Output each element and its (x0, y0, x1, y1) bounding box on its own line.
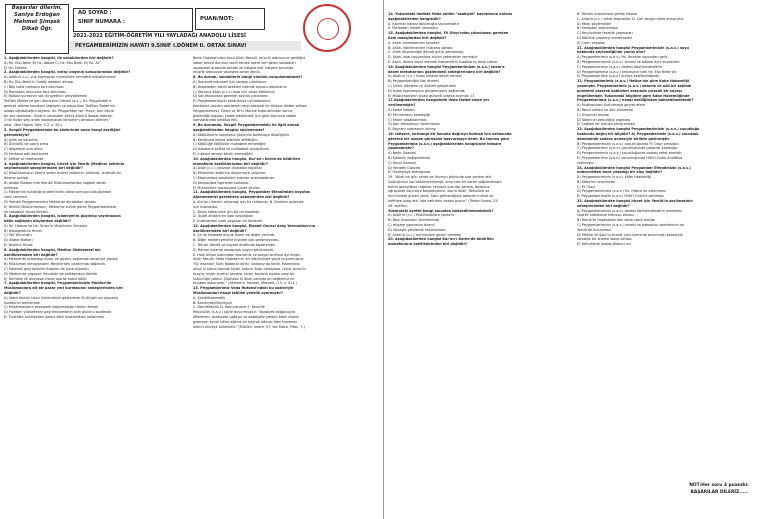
question-line: C. Bizim haberinize için bir rol modeldir. (193, 209, 261, 214)
question-line: A) Azim ve kararlılık (4, 137, 38, 142)
question-line: sebeplerinden biri değildir? (577, 203, 630, 208)
question-line: C. Allah düşmanlığa iktisab gütür gelmemez. (388, 50, 465, 55)
question-line: C) Mazlumlara tahakküm edenler arasındadırlar. (193, 175, 275, 180)
question-line: D. Güzel ahlakın en kabı kaynağıdır. (193, 214, 254, 219)
question-line: özelliklerinden biri değildir? (193, 228, 247, 233)
exam-header (5, 4, 380, 54)
question-line: C) Fil Olayı (577, 184, 596, 189)
question-line: E) Allah'ın (c.c.) mü'minlere güven vermesi (388, 232, 462, 237)
question-line: E) Müminlerle dayanışma içinde olurlar. (193, 185, 261, 190)
question-line: B. Yüksek makamlara gelme hevesi (577, 12, 638, 16)
question-line: Peygamberimiz (s.a.v.) hangi özelliğinden bahsedilmektedir? (577, 98, 694, 103)
right-column-2 (577, 12, 763, 247)
school-logo-icon (303, 4, 351, 52)
question-line: E) Yesrib'e Hicret (4, 243, 33, 248)
right-column-1 (388, 12, 574, 247)
class-label: SINIF NUMARA : (78, 19, 125, 25)
question-line: nübüvvetten önce yaşadığı bir olay değildir? (577, 170, 663, 175)
question-line: D) Herkese adil davranma (4, 151, 49, 156)
question-line: döneminde sadece annesiyle birlikte geçirmiştir. (577, 136, 670, 141)
question-line: E) Bakara suresinin son iki ayetinin vahyedilmesi (4, 94, 88, 99)
exam-page-right (384, 0, 768, 519)
question-line: C) Mekke'nin kuraklığına göre iklimi daha uymuyor olduğundan (4, 190, 112, 195)
question-line: 2. Aşağıdakilerden hangisi, miraç olayının sonuçlarından değildir? (4, 70, 131, 75)
question-line: A) Allah'ın c.c.) yük koymayan müminlere cennette müjdelenmesi (4, 75, 116, 80)
question-line: ölümü cahiliye ölümüdür." (Müslim, İmâre, 57; İbn Mâce, Fiten, 7.) (193, 324, 305, 329)
question-line: A. Allah, zulmedenleri sevmez. (388, 40, 441, 45)
question-line: C) İstişareye açık olma (4, 147, 43, 152)
question-line: aşağıdakilerden hangisidir? (388, 16, 441, 21)
question-line: C. Fakr/fetecilik D. Kanunsuzluk E. Faizcilik (193, 305, 265, 310)
question-line: C) Peygamberimiz (s.a.v.) dedesi Abdülmuttalib'tir. (577, 64, 664, 69)
question-line: D) Peygamberimiz (s.a.v.) çocukluğunda babası vefat etmiştir. (577, 151, 683, 156)
question-line: B) Kendisine eziyet edenleri affettiğini (193, 137, 258, 142)
question-line: dedi. (İbni Hişam, Sîre, C.2, s. 50.) (4, 123, 62, 128)
question-line: öfkelenen, asabiyete çağıran ve asabiyete yardım eden kişinin (193, 315, 300, 320)
question-line: E) Müslümanların siyasi güncelli ortaya koymak 17. (388, 93, 476, 98)
question-line: Peygamberimiz (s.a.v.) aşağıdakilerden hangisinde istişare (388, 141, 502, 146)
question-line: B) Mü'minlerin kardeşliği (388, 112, 431, 117)
question-line: A) Allah (c.c.) yolunda cihaddan kaçarlar. (193, 166, 263, 171)
question-line: münafıklık özelliklerinden biri değildir? (193, 161, 268, 166)
question-line: Müslümanları hangi tehlike yönelik uyarmıştır? (193, 291, 284, 296)
question-line: 8. Bu durum, sahabilerin hangi yönünü vurgulamaktadır? (193, 75, 303, 80)
question-line: aşağıdakilerden hangisi söylenemez? (193, 127, 265, 132)
question-line: 26. ayetler) (388, 203, 408, 208)
question-line: kurallarını belirlemek (4, 300, 40, 305)
question-line: canlı çekmesi (4, 195, 28, 200)
question-line: öneme sahipti. (4, 175, 30, 180)
question-line: 9. Bu durumda, Sevgili Peygamberimizin ile ilgili olarak (193, 123, 300, 128)
question-line: hakkında söylendiğinde yanlış olur? (577, 50, 646, 55)
question-line: 25. Aşağıdakilerden hangisi hicret için Yesrib'in seçilmesinin (577, 199, 693, 204)
question-line: "Ey insanlar! Sizin Rabbiniz birdir, babanız da birdir. Habersiniz (193, 262, 300, 267)
question-line: A) Ganimet edinmek için savaşa çıktıklarını (193, 79, 267, 84)
question-line: D) Medine'de yaşayan Yahudiler de antlaşmaya dahildi. (4, 271, 99, 276)
question-line: E) Tarihteki ilk anayasal metin olarak kabul edilir. (4, 276, 88, 281)
question-line: E. Allah, dinine zarar vermek isteyenlerin tuzaklarını boşa çıkarır. (388, 59, 499, 64)
question-line: A) Peygamberimiz (s.a.v.) Hz. İbrahim soyundan gelir. (577, 55, 668, 60)
question-line: 5. Aşağıdakilerden hangisi, İslamiyet'in güçlenip yayılmasına (4, 214, 121, 219)
question-line: yapmamıştır? (388, 146, 414, 151)
question-line: 15. Aşağıdakilerden hangisi, Fil Olayı'ndan çıkarılması gereken (388, 31, 509, 36)
question-line: B) Kıblenin değiştirilmesi (388, 155, 431, 160)
question-line: Bedir Gazvesi'nden önce Allah Resulü, mücrik ordusunun geldiğini (193, 56, 306, 60)
question-line: O'na hiçbir şeyi ortak koşmayacak kimseler çıkmasını dilerim." (4, 118, 111, 123)
question-line: E. Halk birçok bakımdan ekonomik ve sosyal sınıflara ayrılmıştı. (193, 252, 301, 257)
question-line: B) Peygamberliğin ilan etmesi (388, 79, 439, 84)
question-line: 21. Aşağıdakilerden hangisi Peygamberimizin (s.a.v.) soyu (577, 45, 689, 50)
question-line: 20. Aşağıdakilerden hangisi Kur'an-ı Kerim'de bildirilen (388, 237, 494, 242)
question-line: uğrayarak kaçmaya başlamıştınız. Sonra Allah, Resulüne ve (388, 189, 490, 194)
question-line: E. Putlardan medet ummaktır. (388, 26, 439, 31)
question-line: B) İstişareden kendi istekleri halinde sonucu olduklarını (193, 84, 287, 89)
question-line: B) Habeşistan'a Hicret (4, 228, 42, 233)
question-line: D) Savaşta yenilenlik kaçanlardan (388, 227, 446, 232)
question-line: Resulullah (s.a.v.) şöyle buyurmuştur: "Asabiyet dağgusuyla (193, 310, 295, 315)
student-info-box (73, 8, 193, 32)
teacher-line: Dikab Öğr. (21, 26, 53, 32)
question-line: C) Kötülüğe kötülükle mukabele etmediğini (193, 142, 267, 147)
question-line: B) Müminleri birbirine düşürmeye çalışırlar. (193, 171, 267, 176)
question-line: Arap'a, hiçbir siyahın beyaza, hiçbir beyazın siyaha karşı bir (193, 271, 295, 276)
exam-title: 2021-2022 EĞİTİM-ÖĞRETİM YILI YAYLADAĞI ANADOLU LİSESİ (73, 33, 246, 39)
question-line: A. Şirk/bütperestlik (193, 295, 226, 300)
teacher-line: Saniye Erdoğan (14, 12, 60, 18)
question-line: C) Medineli gayrimüslim Arapları da içine alıyordu. (4, 267, 90, 272)
left-column-2 (193, 56, 379, 329)
question-line: müşrik ordusuyla savaşma kararı alındı. (193, 70, 261, 75)
question-line: hakkında doğru bir bilgidir? A) Peygamberimiz (s.a.v.) çocukluk (577, 131, 699, 136)
teacher-line: Başarılar dilerim, (11, 5, 63, 11)
question-line: D. Haram aylarda savaşmak uygun görülmezdi. (193, 247, 274, 252)
question-line: Kendisine yapılan otoriteleri karşı beklenti ile ekleyip iktidar edinen (193, 103, 308, 108)
teacher-line: Mehmet Şimşek (13, 19, 61, 25)
question-line: C. Allah'a (c.c.) ortak koşmaktır. D. Çok zengin olma arzusudur. (577, 16, 684, 21)
question-line: B) Kâbe'nin onarılması (577, 179, 616, 184)
question-line: C. Tek bir devlet ve bayrak etrafında toplanmıştı. (193, 243, 276, 248)
question-line: D) Ramazan orucunun farz kılınması (4, 89, 66, 94)
question-line: B) Savaştan kaçınmaları (577, 26, 619, 31)
question-line: katkı sağlayan olaylardan değildir? (4, 219, 71, 224)
question-line: C) Faizin yasaklanması (388, 117, 427, 122)
footer-note: NOT:Her soru 4 puandır. (689, 483, 749, 488)
question-line: B) Müslüman olmayanların Medine'den çıkarılması sağlandı. (4, 262, 106, 267)
question-line: E. İnsanlardan uzak yaşayan bir önderdir. (193, 219, 264, 224)
question-line: B) Yesrib'te Habeşistan'dan daha yakın olması (577, 218, 656, 223)
question-line: stratejik bir öneme sahip olması (577, 237, 632, 242)
question-line: gelerek dilerse kendisini taşlayan ve alaya alan Taiflileri Rabbi'nin (4, 103, 116, 108)
question-line: A. Kur'an-ı Kerim'i anlamak için bir rehberdir. B. Dinimizi anlamak (193, 199, 304, 204)
question-line: görerek bir uzman görüşüne başvurmaya denir. Bu tanıma göre (388, 136, 510, 141)
question-line: görmekteyiz? (4, 132, 30, 137)
question-line: C) İstişare yapmanın önemi (388, 223, 435, 228)
question-line: E) Şefkat ve merhamet (4, 156, 44, 161)
question-line: A) Peygamberimizin (s.a.v.) Kâbe Hakemliği (577, 175, 651, 180)
question-line: bütün genişliğine rağmen yeryüzü size dar gelmiş, bozguna (388, 184, 490, 189)
question-line: Allah Resulü, Veda Hutbesi'nin bir bölümünde şöyle buyurmuştur: (193, 257, 305, 262)
question-line: E) Cimri olmaları (577, 40, 606, 45)
question-line: 17.Aşağıdakilerden hangisinde Veda Hutbe'sinde yer (388, 98, 490, 103)
question-line: D) Peygamberimiz (s.a.v.) amcasının ismi Hz. Ebu Bekir'dir. (577, 69, 678, 74)
question-line: 13. Peygamberimiz Veda Hutbesi'ndeki bu sözleriyle (193, 286, 294, 291)
question-line: A) Bedir Gazvesi (388, 151, 416, 156)
question-line: B) Bazı insanların kibirlenmesi (388, 218, 440, 223)
question-line: 11. Aşağıdakilerden hangisi, Peygamber Efendimizin hayatını (193, 190, 311, 195)
exam-footer (674, 482, 764, 496)
question-line: D) İslam toplumunun güçlenmesini sağlamak (388, 88, 465, 93)
question-line: A) Allah'ın (c.c.) Müslümanlara yardımı (388, 213, 454, 218)
question-line: Müslümanlara ait bir pazar yeri kurmasının sebeplerinden biri (4, 286, 123, 291)
question-line: E) Peygamberimiz (s.a.v.) çocukluğunda Hilfü'l-Fudül Ahlaftina (577, 155, 683, 160)
question-line: E) Peygamberimizin kararlarına uymadıklarını (193, 99, 271, 104)
left-column-1 (4, 56, 190, 320)
question-line: C) Peygamberimiz (s.a.v.) çocukluğunda çobanlık yapmıştır. (577, 146, 679, 151)
question-line: alınması (4, 185, 19, 190)
question-line: A. Şir ile hitabete büyük önem ve değer verilirdi. (193, 233, 276, 238)
question-line: A) Müslümanların Şam'a giden ticaret yollarının üstünde, stratejik bir (4, 171, 121, 176)
question-line: yapmıştır. Peygamberimiz (s.a.v.) akanlık ve adil bir şekilde (577, 83, 692, 88)
question-line: özelliklerinden biri değildir? (4, 252, 58, 257)
question-line: E) Sağlam bir orduya sahip olması (577, 122, 636, 127)
question-line: A. Kavmini haksız davranışta savunmaktır. (388, 21, 460, 26)
question-line: A) Kadın hakları (388, 107, 415, 112)
question-line: 4. Aşağıdakilerden hangisi, hicret için Yesrib (Medine) şehrinin (4, 161, 125, 166)
question-line: azaba uğratacağını söyledi. Hz. Peygamber ise "Hayır, ben böyle (4, 108, 114, 113)
question-line: 18. İstişare, herhangi bir konuda doğruyu bulmak için sahasında (388, 131, 512, 136)
question-line: davet metotlarının gözlenmesi sebeplerinden biri değildir? (388, 69, 501, 74)
question-line: D) Ashabına şefkat ve muhabbet duyduğunu (193, 147, 270, 152)
question-line: C) Çevre ülkelerle iyi ilişkiler geliştirmek (388, 83, 457, 88)
question-line: B) Resul olması ve dini bildirmesi (577, 107, 634, 112)
question-line: 22. Peygamberimiz (s.a.v.) Hatice'nin gine Kabe Hakemliği (577, 79, 689, 84)
question-line: C) Yalnızca Allah (c.c.) rızası için cihad ettiklerini (193, 89, 275, 94)
question-line: D) Peygamberimizin (s.a.v.) Hz. Hatice ile evlenmesi (577, 189, 666, 194)
question-line: B. Allah, kibirlenenleri hüsrana uğratır. (388, 45, 454, 50)
question-line: A) Muttasından kurtulmaya gayret etme (577, 103, 646, 108)
question-line: münafıkların özelliklerinden biri değildir? (388, 242, 468, 247)
question-line: ilahi mesajlardan biri değildir? (388, 35, 447, 40)
teacher-box (5, 4, 69, 54)
question-line: D) Fiyatları yükseltmek gayrimüslimlerin alım gücünü azaltmak (4, 310, 112, 315)
question-line: Peygamberimiz, Resul ve Bi'r-i Maune kuşkularından sonra, (193, 108, 294, 113)
question-line: C) Uhud Gazvesi (388, 160, 417, 165)
question-line: C) Müslümanların ekonomik bağımsızlığını temin etmek (4, 305, 99, 310)
question-line: D) Kâbe'nin bekçiliğini yapması (577, 117, 631, 122)
question-line: A) Kötülüklerin karşılıksız çözümün bedduaya düştüğünü (193, 132, 290, 137)
question-line: 7. Aşağıdakilerden hangisi, Peygamberimizin Medine'de (4, 281, 112, 286)
question-line: 19. "Allah bir gün yerde ve Huneyn gününde size yardım etti. (388, 175, 493, 180)
question-line: E) Yahudilerle Akabe Biatları'nın (577, 242, 631, 247)
question-line: kafirlere azap etti. İşte kafirlerin cezası budur." (Tevbe Suresi, 25- (388, 199, 499, 204)
exam-subtitle: PEYGAMBERİMİZİN HAYATI 9.SINIF I.DÖNEM II. ORTAK SINAVI (69, 41, 301, 51)
question-line: D) Yesribli Peygamberimiz Mekke'de akrabaları olması (4, 199, 96, 204)
question-line: E) Peygamberimiz (s.a.v.) Kureyş kabilesindendir. (577, 74, 661, 79)
question-line: B) Dürüstlü ve planlı olma (4, 142, 49, 147)
question-line: A) Hz. Ebu Bekir B) Hz. Abbas C) Hz. Ebu Bekir D) Hz. Ali (4, 60, 100, 65)
question-line: C) Yeryüzünde fesatlık yapmaları (577, 31, 633, 36)
question-line: A) İslam dininin ticari hükümlerini göstermek B) Ahlaklı bir alışveriş (4, 295, 118, 300)
question-line: 23. Aşağıdakilerden hangisi Peygamberimizin (s.a.v.) çocukluğu (577, 127, 700, 132)
question-line: C) Beş vakit namazın farz kılınması (4, 84, 64, 89)
question-line: B. Diğer medeniyetlerle ilişkileri çok gelişmeyordu. (193, 238, 280, 243)
question-line: 6. Aşağıdakilerden hangisi, Medine Sözleşmesi'nin (4, 247, 101, 252)
question-line: B) Peygamberimizin (s.a.v.) annesi ve babası aynı soydandır. (577, 59, 680, 64)
question-line: 3. Sevgili Peygamberimiz bu sözlerinde onun hangi özelliğini (4, 127, 121, 132)
question-line: E) Ticarette cahiliyeden kalma kötü alışkanlıkları kaldırmak (4, 315, 104, 320)
question-line: E) Bayram namazının kılınışı (388, 127, 437, 132)
question-line: A) Yalan söylemeleri (577, 21, 612, 26)
question-line: B) Hz. Ebu Bekir'in Sıddîk lakabını alması (4, 79, 74, 84)
question-line: E) Hudeybiye Antlaşması (388, 170, 431, 175)
score-box: PUAN/NOT: (195, 8, 265, 30)
question-line: D) Sorumluluktan gereken sayıda çıktıklarını (193, 94, 269, 99)
question-line: D) Akabe Biatları (4, 238, 33, 243)
question-line: D. Allah, bazı hayvanlara zulüm yetenekler vermiştir. (388, 55, 478, 60)
question-line: 14. Yukarıdaki hadiste ifade edilen "asabiyet" kavramının anlamı (388, 12, 513, 16)
question-line: B. Kavmiyetçilik/ırkçılık (193, 300, 233, 305)
question-line: problemi çözerek kabileleri arasında çıkacak bir savaşı (577, 88, 682, 93)
question-line: D) Kan davalarının kaldırılması (388, 122, 440, 127)
question-line: bir şey istemem. Onların neslinden yalnız Allah'a ibadet edecek, (4, 113, 114, 118)
question-line: değildir? (4, 291, 21, 296)
question-line: haber alınca durumu tahlil etmek üzere ileri gelen sahabileri (193, 60, 296, 65)
question-line: E) İntikam almayı tercih etmediğini (193, 151, 253, 156)
question-line: 12. Aşağıdakilerden hangisi, Risalet Öncesi Arap Yarımadası'nın (193, 223, 316, 228)
question-line: 10. Aşağıdakilerden hangisi, Kur'an-ı Kerim'de bildirilen (193, 156, 301, 161)
question-line: B) Akabe Biatları'nda Yesribli Müslümanlardan sağlam sözler (4, 180, 107, 185)
question-line: muttaki olanınızdır." (Ahmed b. Hanbel, Müsned, C.5, s. 411.) (193, 281, 297, 286)
question-line: 16. Aşağıdakilerden hangisi Peygamberimizin (s.a.v.) İslam'a (388, 64, 505, 69)
question-line: katılmıştır. (577, 160, 595, 165)
question-line: olsun ki takva dışında hiçbir Arap'ın Arap olmayana, hiçbir Acem'in (193, 267, 307, 272)
question-line: namazlarında beddua etti. (193, 118, 238, 123)
question-line: A) Allah'ın (c.c.) insan eksene davet etmesi (388, 74, 462, 79)
name-label: AD SOYAD : (78, 10, 112, 16)
question-line: B) Peygamberimizin (s.a.v.) çocukluğunda Fil Olayı olmuştur. (577, 141, 680, 146)
question-line: gidenken kendi kitine ağlmış bir bayrak altında ölen kimsenin (193, 319, 298, 324)
question-line: E) Hz. Fatıma (4, 65, 27, 70)
question-line: savaşmak arasında ashabı ile istişare etti. İstişare sonunda (193, 65, 294, 70)
question-line: D) Mekke ve Şam'ın ticaret yolu üzerinde bulunması sebebiyle (577, 232, 683, 237)
question-line: D) Namazlara üşenerek kalkarlar. (193, 180, 250, 185)
question-line: engellemiştir. Yukarıdaki bilgilere göre Kâbe Hakemliğinde (577, 93, 690, 98)
question-line: ile sahabeyi davet etmesi. (4, 209, 49, 214)
question-line: A) Hz. Hamza ve Hz. Ömer'in Müslüman Olmaları (4, 223, 88, 228)
question-line: C) Güvenilir olması (577, 112, 610, 117)
question-line: öğrenmemizi gerektiren sebeplerden biri değildir? (193, 195, 290, 200)
question-line: D) Hendek Gazvesi (388, 165, 421, 170)
question-line: Taif'ten Mekke'ye geri dönerken Cebrail (a.s.), Hz. Peygamber'e (4, 99, 112, 104)
question-line: A) Medine'de ortaklaşa huzur ve güveni sağlamak amacıyla yapıldı. (4, 257, 119, 262)
question-line: seçilmesinde sebeplerinden biri değildir? (4, 166, 83, 171)
question-line: Hazrec kabilesine mensup olması (577, 213, 634, 218)
question-line: C) Peygamberimizin (s.a.v.) annesi ve babasının kabirlerinin de (577, 223, 684, 228)
question-line: D) Kötülük yapmayı emretmeleri (577, 35, 633, 40)
question-line: C) Taif Yolculuğu (4, 233, 32, 238)
question-line: üstünlüğü yoktur. Şüphesiz ki Allah katında en değerliniz en (193, 276, 295, 281)
question-line: E) Peygamberimizin (s.a.v.) Hilfü'l-Fudül'a katılması (577, 194, 664, 199)
footer-wish: BAŞARILAR DİLERİZ..... (690, 490, 748, 495)
question-line: verilmemiştir? (388, 103, 416, 108)
question-line: A) Peygamberimizin (s.a.v.) dedesi Abdülmuttalib'in annesinin (577, 208, 683, 213)
question-line: 24. Aşağıdakilerden hangisi Peygamber Efendimizin (s.a.v.) (577, 165, 691, 170)
question-line: Çokluğunuz sizi böbürlendirmişti, ama size bir yararı sağlamamıştı; (388, 179, 502, 184)
question-line: mü'minlere güven verdi. Sizin görmediğiniz askerler indirdi ve (388, 194, 494, 199)
question-line: Yesrib'de bulunması (577, 227, 611, 232)
question-line: güdendiği olguları yedek edebilmek için gelir boyunca sabah (193, 113, 297, 118)
question-line: 1. Aşağıdakilerden hangisi, ilk sahabilerden biri değildir? (4, 56, 114, 60)
question-line: E) Yesribli Müslümanların, Mekke'de zulüm gören Peygamberimize (4, 204, 117, 209)
question-line: için kılavuzdur. (193, 204, 219, 209)
question-line: Yukarıdaki ayette hangi konudan bahsedilmemektedir? (388, 208, 494, 213)
